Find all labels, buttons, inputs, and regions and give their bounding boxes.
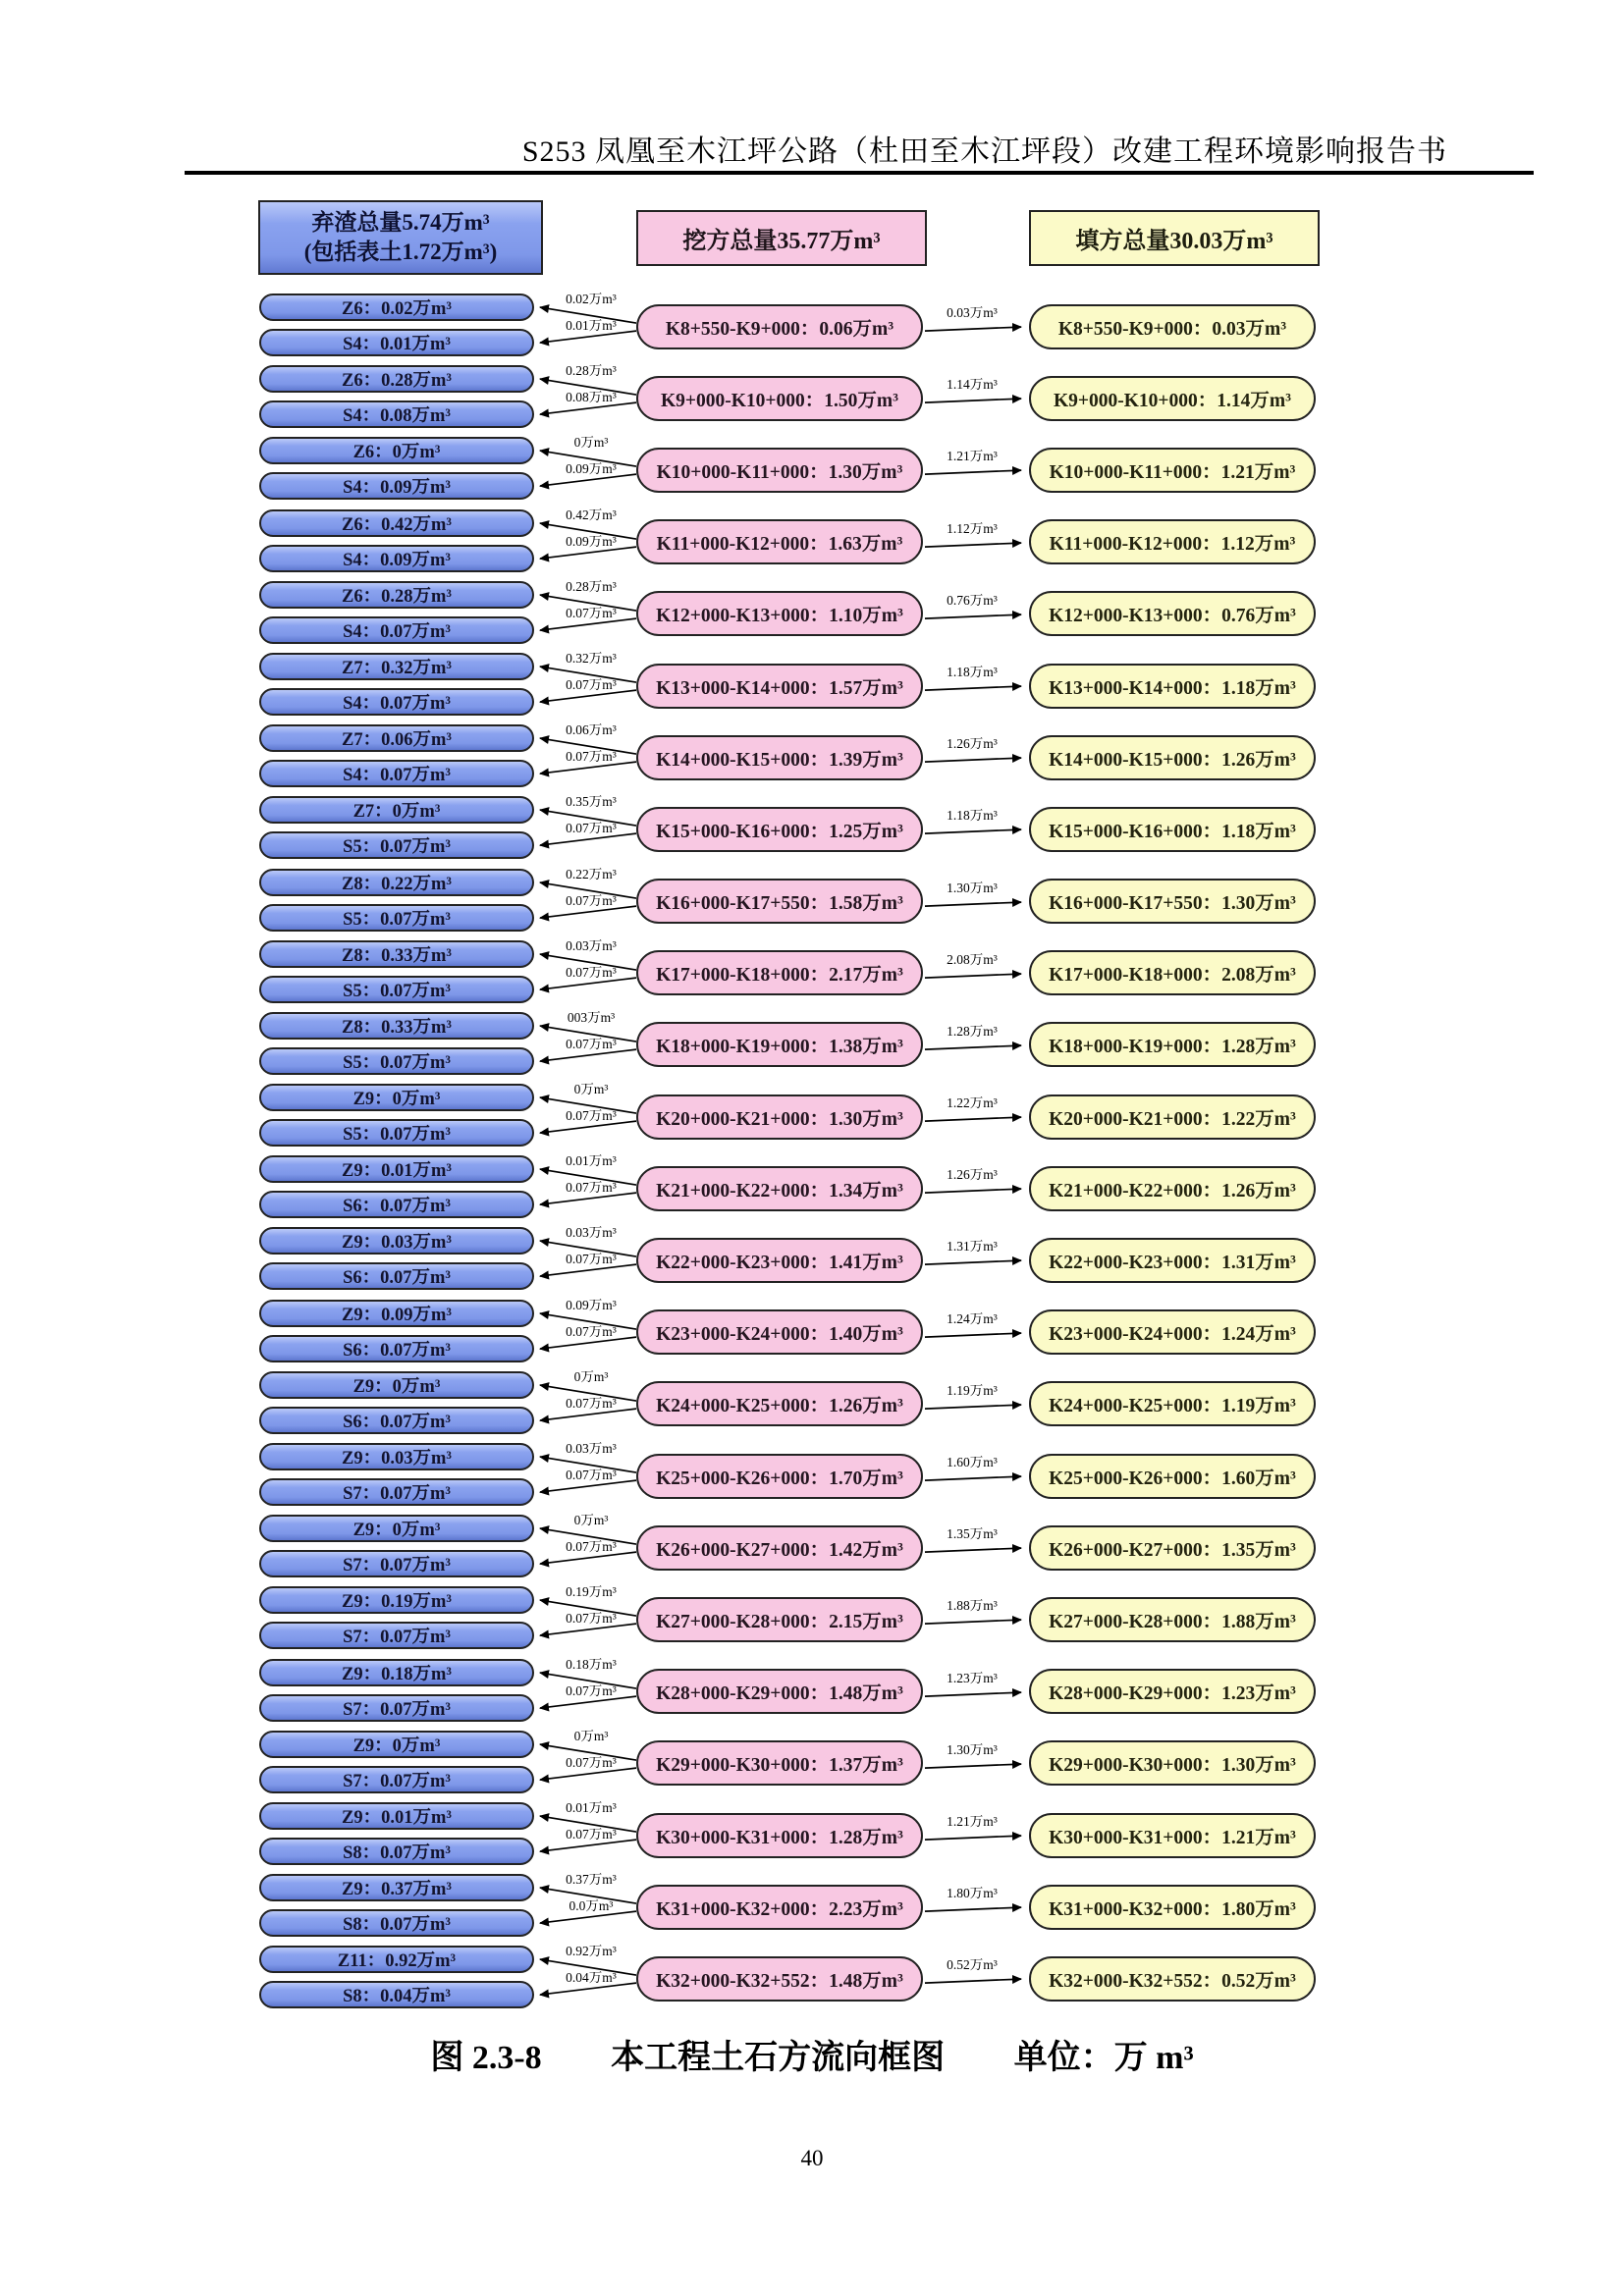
flow-row: [259, 578, 1316, 650]
left-arrows: [534, 1152, 636, 1224]
arrow-label-fill: 1.30万m³: [947, 1741, 998, 1757]
arrow-label-slag: 0.18万m³: [566, 1656, 617, 1672]
flow-row: [259, 1656, 1316, 1728]
left-arrows: [534, 1224, 636, 1296]
fill-box: K22+000-K23+000：1.31万m³: [1029, 1238, 1316, 1283]
arrow-label-fill: 1.22万m³: [947, 1095, 998, 1111]
excavation-box: K14+000-K15+000：1.39万m³: [636, 735, 923, 780]
arrow-label-slag: 0.28万m³: [566, 363, 617, 379]
fill-box: K12+000-K13+000：0.76万m³: [1029, 591, 1316, 636]
waste-column: [259, 650, 534, 721]
flow-row: [259, 1152, 1316, 1224]
arrow-label-slag: 0.92万m³: [566, 1944, 617, 1959]
flow-row: [259, 362, 1316, 434]
flow-row: [259, 1440, 1316, 1512]
arrow-label-fill: 1.19万m³: [947, 1382, 998, 1398]
arrow-label-fill: 2.08万m³: [947, 951, 998, 967]
arrow-label-topsoil: 0.04万m³: [566, 1970, 617, 1986]
waste-column: [259, 578, 534, 650]
waste-topsoil-box: S4：0.09万m³: [259, 472, 534, 500]
flow-row: [259, 291, 1316, 362]
fill-box: K23+000-K24+000：1.24万m³: [1029, 1309, 1316, 1355]
waste-topsoil-box: S6：0.07万m³: [259, 1407, 534, 1434]
flow-diagram: [259, 291, 1316, 2015]
flow-row: [259, 937, 1316, 1009]
waste-column: [259, 1152, 534, 1224]
right-arrow: [923, 1871, 1029, 1943]
flow-row: [259, 1871, 1316, 1943]
arrow-label-fill: 1.35万m³: [947, 1526, 998, 1542]
arrow-label-topsoil: 0.07万m³: [566, 964, 617, 980]
waste-topsoil-box: S6：0.07万m³: [259, 1262, 534, 1290]
arrow-label-slag: 0万m³: [573, 435, 609, 451]
left-arrows: [534, 362, 636, 434]
flow-row: [259, 507, 1316, 578]
left-arrows: [534, 1583, 636, 1655]
fill-box: K9+000-K10+000：1.14万m³: [1029, 376, 1316, 421]
arrow-label-slag: 003万m³: [567, 1009, 616, 1025]
waste-topsoil-box: S4：0.01万m³: [259, 329, 534, 356]
right-arrow: [923, 1656, 1029, 1728]
arrow-label-slag: 0.06万m³: [566, 722, 617, 738]
arrow-label-fill: 1.88万m³: [947, 1598, 998, 1614]
arrow-label-slag: 0万m³: [573, 1728, 609, 1743]
total-waste-line1: 弃渣总量5.74万m³: [311, 210, 490, 235]
arrow-label-topsoil: 0.07万m³: [566, 677, 617, 693]
waste-column: [259, 1009, 534, 1081]
waste-column: [259, 1297, 534, 1368]
arrow-label-slag: 0万m³: [573, 1368, 609, 1384]
arrow-label-topsoil: 0.09万m³: [566, 461, 617, 477]
right-arrow: [923, 1009, 1029, 1081]
excavation-box: K16+000-K17+550：1.58万m³: [636, 879, 923, 924]
fill-box: K32+000-K32+552：0.52万m³: [1029, 1956, 1316, 2002]
arrow-label-topsoil: 0.07万m³: [566, 1108, 617, 1124]
waste-column: [259, 866, 534, 937]
excavation-box: K23+000-K24+000：1.40万m³: [636, 1309, 923, 1355]
fill-box: K20+000-K21+000：1.22万m³: [1029, 1095, 1316, 1140]
left-arrows: [534, 291, 636, 362]
arrow-label-topsoil: 0.07万m³: [566, 1611, 617, 1627]
arrow-label-topsoil: 0.08万m³: [566, 390, 617, 405]
waste-topsoil-box: S5：0.07万m³: [259, 1047, 534, 1075]
arrow-label-topsoil: 0.07万m³: [566, 605, 617, 620]
flow-row: [259, 721, 1316, 793]
waste-slag-box: Z9：0万m³: [259, 1731, 534, 1758]
arrow-label-topsoil: 0.07万m³: [566, 1682, 617, 1698]
waste-slag-box: Z6：0.28万m³: [259, 581, 534, 609]
total-waste-line2: (包括表土1.72万m³): [303, 240, 498, 264]
header-rule: [185, 171, 1534, 175]
waste-column: [259, 1512, 534, 1583]
arrow-label-slag: 0.22万m³: [566, 866, 617, 881]
fill-box: K26+000-K27+000：1.35万m³: [1029, 1525, 1316, 1571]
waste-topsoil-box: S6：0.07万m³: [259, 1335, 534, 1362]
arrow-label-fill: 1.26万m³: [947, 1167, 998, 1183]
excavation-box: K31+000-K32+000：2.23万m³: [636, 1885, 923, 1930]
arrow-label-slag: 0.02万m³: [566, 292, 617, 307]
arrow-label-fill: 0.03万m³: [947, 305, 998, 321]
arrow-label-slag: 0.42万m³: [566, 507, 617, 522]
fill-box: K18+000-K19+000：1.28万m³: [1029, 1022, 1316, 1067]
right-arrow: [923, 1297, 1029, 1368]
arrow-label-fill: 1.31万m³: [947, 1239, 998, 1255]
waste-column: [259, 1871, 534, 1943]
waste-topsoil-box: S7：0.07万m³: [259, 1694, 534, 1722]
arrow-label-slag: 0.03万m³: [566, 1441, 617, 1457]
left-arrows: [534, 866, 636, 937]
arrow-label-slag: 0万m³: [573, 1513, 609, 1528]
right-arrow: [923, 793, 1029, 865]
arrow-label-fill: 1.21万m³: [947, 449, 998, 464]
arrow-label-slag: 0.19万m³: [566, 1584, 617, 1600]
fill-box: K14+000-K15+000：1.26万m³: [1029, 735, 1316, 780]
excavation-box: K30+000-K31+000：1.28万m³: [636, 1813, 923, 1858]
arrow-label-fill: 1.60万m³: [947, 1455, 998, 1470]
arrow-label-topsoil: 0.07万m³: [566, 1252, 617, 1267]
figure-caption: [0, 2030, 1624, 2078]
left-arrows: [534, 1728, 636, 1799]
waste-topsoil-box: S7：0.07万m³: [259, 1478, 534, 1506]
waste-topsoil-box: S7：0.07万m³: [259, 1550, 534, 1577]
fill-box: K24+000-K25+000：1.19万m³: [1029, 1381, 1316, 1426]
waste-slag-box: Z9：0.09万m³: [259, 1300, 534, 1327]
flow-row: [259, 434, 1316, 506]
waste-topsoil-box: S5：0.07万m³: [259, 1119, 534, 1147]
waste-topsoil-box: S6：0.07万m³: [259, 1191, 534, 1218]
total-excavation-box: 挖方总量35.77万m³: [636, 210, 927, 266]
left-arrows: [534, 1297, 636, 1368]
waste-topsoil-box: S7：0.07万m³: [259, 1622, 534, 1649]
waste-topsoil-box: S4：0.09万m³: [259, 545, 534, 572]
right-arrow: [923, 1583, 1029, 1655]
waste-topsoil-box: S5：0.07万m³: [259, 831, 534, 859]
flow-row: [259, 1728, 1316, 1799]
page-number: 40: [800, 2146, 824, 2170]
fill-box: K25+000-K26+000：1.60万m³: [1029, 1454, 1316, 1499]
waste-slag-box: Z7：0.32万m³: [259, 653, 534, 680]
fill-box: K16+000-K17+550：1.30万m³: [1029, 879, 1316, 924]
excavation-box: K13+000-K14+000：1.57万m³: [636, 664, 923, 709]
waste-slag-box: Z8：0.33万m³: [259, 940, 534, 968]
fill-box: K27+000-K28+000：1.88万m³: [1029, 1597, 1316, 1642]
waste-topsoil-box: S7：0.07万m³: [259, 1766, 534, 1793]
waste-topsoil-box: S4：0.07万m³: [259, 760, 534, 787]
excavation-box: K24+000-K25+000：1.26万m³: [636, 1381, 923, 1426]
waste-column: [259, 721, 534, 793]
fill-box: K31+000-K32+000：1.80万m³: [1029, 1885, 1316, 1930]
fill-box: K17+000-K18+000：2.08万m³: [1029, 950, 1316, 995]
right-arrow: [923, 937, 1029, 1009]
right-arrow: [923, 1728, 1029, 1799]
fill-box: K29+000-K30+000：1.30万m³: [1029, 1740, 1316, 1786]
waste-column: [259, 1081, 534, 1152]
arrow-label-topsoil: 0.07万m³: [566, 1539, 617, 1555]
flow-row: [259, 1583, 1316, 1655]
waste-topsoil-box: S8：0.07万m³: [259, 1909, 534, 1937]
flow-row: [259, 1799, 1316, 1871]
arrow-label-topsoil: 0.07万m³: [566, 1395, 617, 1411]
excavation-box: K20+000-K21+000：1.30万m³: [636, 1095, 923, 1140]
waste-topsoil-box: S5：0.07万m³: [259, 904, 534, 932]
figure-number: 图 2.3-8: [430, 2040, 542, 2076]
excavation-box: K25+000-K26+000：1.70万m³: [636, 1454, 923, 1499]
fill-box: K10+000-K11+000：1.21万m³: [1029, 448, 1316, 493]
arrow-label-topsoil: 0.07万m³: [566, 1754, 617, 1770]
right-arrow: [923, 1152, 1029, 1224]
arrow-label-slag: 0.03万m³: [566, 937, 617, 953]
waste-slag-box: Z9：0.01万m³: [259, 1155, 534, 1183]
waste-slag-box: Z8：0.22万m³: [259, 869, 534, 896]
left-arrows: [534, 1440, 636, 1512]
arrow-label-fill: 1.18万m³: [947, 665, 998, 680]
arrow-label-topsoil: 0.07万m³: [566, 892, 617, 908]
waste-column: [259, 1583, 534, 1655]
left-arrows: [534, 721, 636, 793]
excavation-box: K22+000-K23+000：1.41万m³: [636, 1238, 923, 1283]
left-arrows: [534, 578, 636, 650]
arrow-label-fill: 1.14万m³: [947, 377, 998, 393]
flow-row: [259, 1368, 1316, 1440]
fill-box: K11+000-K12+000：1.12万m³: [1029, 519, 1316, 564]
arrow-label-topsoil: 0.0万m³: [568, 1898, 614, 1914]
left-arrows: [534, 937, 636, 1009]
fill-box: K15+000-K16+000：1.18万m³: [1029, 807, 1316, 852]
right-arrow: [923, 507, 1029, 578]
arrow-label-fill: 0.76万m³: [947, 592, 998, 608]
waste-slag-box: Z6：0.42万m³: [259, 509, 534, 537]
waste-topsoil-box: S8：0.07万m³: [259, 1838, 534, 1865]
left-arrows: [534, 1081, 636, 1152]
arrow-label-topsoil: 0.07万m³: [566, 749, 617, 765]
right-arrow: [923, 291, 1029, 362]
fill-box: K21+000-K22+000：1.26万m³: [1029, 1166, 1316, 1211]
waste-slag-box: Z7：0.06万m³: [259, 724, 534, 752]
arrow-label-topsoil: 0.07万m³: [566, 1323, 617, 1339]
right-arrow: [923, 650, 1029, 721]
waste-slag-box: Z9：0.03万m³: [259, 1227, 534, 1255]
waste-slag-box: Z9：0.03万m³: [259, 1443, 534, 1470]
excavation-box: K26+000-K27+000：1.42万m³: [636, 1525, 923, 1571]
flow-row: [259, 866, 1316, 937]
waste-column: [259, 507, 534, 578]
left-arrows: [534, 434, 636, 506]
arrow-label-topsoil: 0.01万m³: [566, 318, 617, 334]
flow-row: [259, 650, 1316, 721]
flow-row: [259, 1512, 1316, 1583]
arrow-label-topsoil: 0.07万m³: [566, 821, 617, 836]
right-arrow: [923, 434, 1029, 506]
flow-row: [259, 1297, 1316, 1368]
waste-slag-box: Z9：0.37万m³: [259, 1874, 534, 1901]
arrow-label-topsoil: 0.07万m³: [566, 1827, 617, 1842]
excavation-box: K9+000-K10+000：1.50万m³: [636, 376, 923, 421]
waste-column: [259, 1799, 534, 1871]
document-header-title: S253 凤凰至木江坪公路（杜田至木江坪段）改建工程环境影响报告书: [521, 135, 1447, 168]
waste-slag-box: Z7：0万m³: [259, 796, 534, 824]
waste-topsoil-box: S4：0.07万m³: [259, 688, 534, 716]
waste-column: [259, 1368, 534, 1440]
waste-slag-box: Z9：0万m³: [259, 1084, 534, 1111]
waste-slag-box: Z8：0.33万m³: [259, 1012, 534, 1040]
waste-column: [259, 434, 534, 506]
fill-box: K30+000-K31+000：1.21万m³: [1029, 1813, 1316, 1858]
waste-column: [259, 291, 534, 362]
arrow-label-slag: 0.03万m³: [566, 1225, 617, 1241]
right-arrow: [923, 1512, 1029, 1583]
waste-topsoil-box: S4：0.07万m³: [259, 616, 534, 644]
left-arrows: [534, 1656, 636, 1728]
right-arrow: [923, 866, 1029, 937]
arrow-label-slag: 0.01万m³: [566, 1800, 617, 1816]
excavation-box: K21+000-K22+000：1.34万m³: [636, 1166, 923, 1211]
left-arrows: [534, 1368, 636, 1440]
arrow-label-fill: 1.12万m³: [947, 520, 998, 536]
flow-row: [259, 1224, 1316, 1296]
fill-box: K28+000-K29+000：1.23万m³: [1029, 1669, 1316, 1714]
left-arrows: [534, 1799, 636, 1871]
flow-row: [259, 1009, 1316, 1081]
right-arrow: [923, 1943, 1029, 2014]
left-arrows: [534, 1943, 636, 2014]
arrow-label-fill: 1.24万m³: [947, 1310, 998, 1326]
excavation-box: K12+000-K13+000：1.10万m³: [636, 591, 923, 636]
arrow-label-slag: 0.32万m³: [566, 651, 617, 667]
fill-box: K13+000-K14+000：1.18万m³: [1029, 664, 1316, 709]
left-arrows: [534, 793, 636, 865]
waste-slag-box: Z11：0.92万m³: [259, 1946, 534, 1973]
flow-row: [259, 1081, 1316, 1152]
arrow-label-slag: 0.09万m³: [566, 1297, 617, 1312]
arrow-label-fill: 1.80万m³: [947, 1886, 998, 1901]
arrow-label-topsoil: 0.07万m³: [566, 1036, 617, 1051]
excavation-box: K29+000-K30+000：1.37万m³: [636, 1740, 923, 1786]
arrow-label-slag: 0.35万m³: [566, 794, 617, 810]
arrow-label-topsoil: 0.09万m³: [566, 533, 617, 549]
excavation-box: K17+000-K18+000：2.17万m³: [636, 950, 923, 995]
excavation-box: K8+550-K9+000：0.06万m³: [636, 304, 923, 349]
arrow-label-fill: 1.30万m³: [947, 880, 998, 895]
waste-column: [259, 937, 534, 1009]
right-arrow: [923, 1224, 1029, 1296]
excavation-box: K27+000-K28+000：2.15万m³: [636, 1597, 923, 1642]
excavation-box: K32+000-K32+552：1.48万m³: [636, 1956, 923, 2002]
arrow-label-slag: 0.28万m³: [566, 578, 617, 594]
left-arrows: [534, 1871, 636, 1943]
arrow-label-fill: 1.28万m³: [947, 1023, 998, 1039]
figure-unit: 单位：万 m³: [1013, 2040, 1194, 2076]
waste-slag-box: Z6：0.28万m³: [259, 365, 534, 393]
waste-topsoil-box: S8：0.04万m³: [259, 1981, 534, 2008]
waste-column: [259, 793, 534, 865]
right-arrow: [923, 1440, 1029, 1512]
right-arrow: [923, 578, 1029, 650]
excavation-box: K18+000-K19+000：1.38万m³: [636, 1022, 923, 1067]
waste-slag-box: Z9：0.01万m³: [259, 1802, 534, 1830]
right-arrow: [923, 1368, 1029, 1440]
waste-slag-box: Z9：0万m³: [259, 1371, 534, 1399]
waste-slag-box: Z9：0.18万m³: [259, 1659, 534, 1686]
waste-column: [259, 1656, 534, 1728]
total-fill-box: 填方总量30.03万m³: [1029, 210, 1320, 266]
left-arrows: [534, 1512, 636, 1583]
arrow-label-fill: 0.52万m³: [947, 1957, 998, 1973]
waste-column: [259, 1224, 534, 1296]
fill-box: K8+550-K9+000：0.03万m³: [1029, 304, 1316, 349]
waste-slag-box: Z9：0万m³: [259, 1515, 534, 1542]
waste-column: [259, 362, 534, 434]
arrow-label-slag: 0.01万m³: [566, 1153, 617, 1169]
arrow-label-slag: 0.37万m³: [566, 1872, 617, 1888]
flow-row: [259, 793, 1316, 865]
excavation-box: K11+000-K12+000：1.63万m³: [636, 519, 923, 564]
arrow-label-fill: 1.23万m³: [947, 1670, 998, 1685]
arrow-label-fill: 1.18万m³: [947, 808, 998, 824]
arrow-label-slag: 0万m³: [573, 1082, 609, 1097]
total-waste-box: [258, 200, 543, 275]
waste-slag-box: Z6：0.02万m³: [259, 294, 534, 321]
waste-column: [259, 1440, 534, 1512]
left-arrows: [534, 1009, 636, 1081]
right-arrow: [923, 1799, 1029, 1871]
waste-topsoil-box: S5：0.07万m³: [259, 976, 534, 1003]
right-arrow: [923, 721, 1029, 793]
arrow-label-topsoil: 0.07万m³: [566, 1180, 617, 1196]
arrow-label-topsoil: 0.07万m³: [566, 1468, 617, 1483]
waste-topsoil-box: S4：0.08万m³: [259, 400, 534, 428]
excavation-box: K28+000-K29+000：1.48万m³: [636, 1669, 923, 1714]
figure-title: 本工程土石方流向框图: [611, 2040, 946, 2076]
right-arrow: [923, 362, 1029, 434]
excavation-box: K10+000-K11+000：1.30万m³: [636, 448, 923, 493]
excavation-box: K15+000-K16+000：1.25万m³: [636, 807, 923, 852]
arrow-label-fill: 1.26万m³: [947, 736, 998, 752]
waste-column: [259, 1943, 534, 2014]
waste-column: [259, 1728, 534, 1799]
waste-slag-box: Z9：0.19万m³: [259, 1586, 534, 1614]
waste-slag-box: Z6：0万m³: [259, 437, 534, 464]
left-arrows: [534, 507, 636, 578]
right-arrow: [923, 1081, 1029, 1152]
flow-row: [259, 1943, 1316, 2014]
arrow-label-fill: 1.21万m³: [947, 1814, 998, 1830]
left-arrows: [534, 650, 636, 721]
